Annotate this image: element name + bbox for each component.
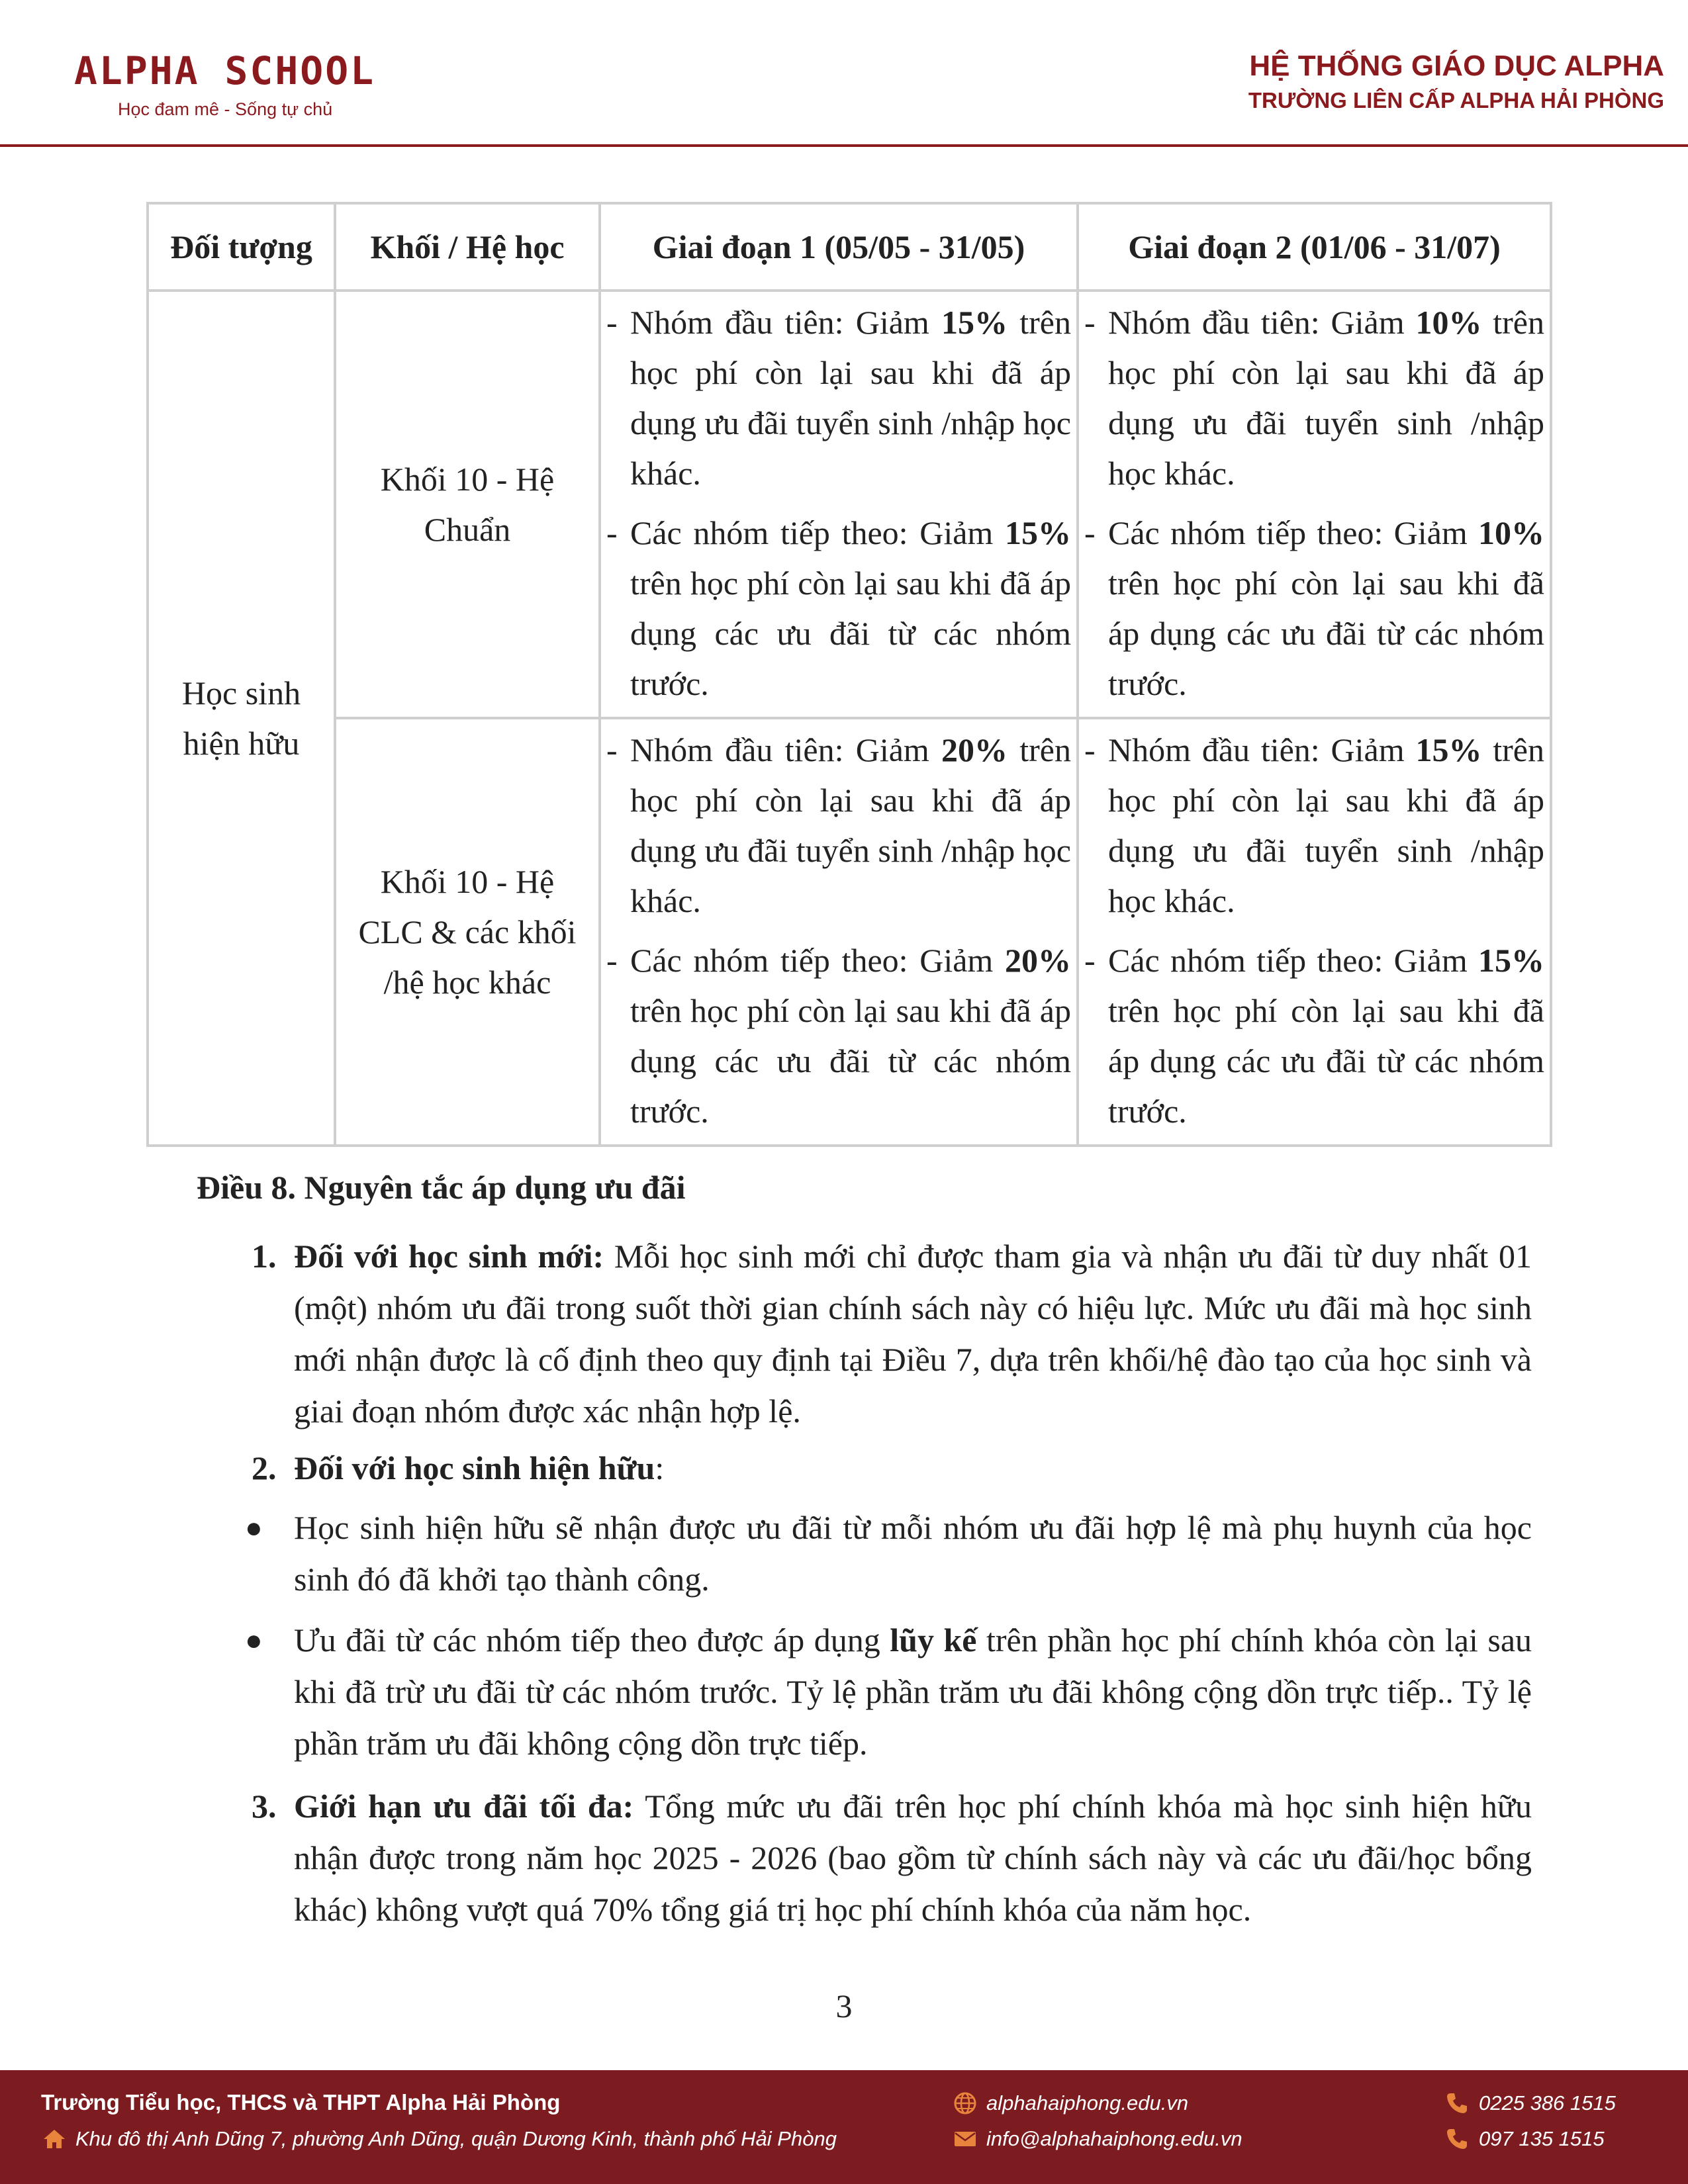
bullet-icon: ● <box>245 1624 263 1657</box>
next-groups-rule: - Các nhóm tiếp theo: Giảm 15% trên học phí còn lại sau khi đã áp dụng các ưu đãi từ các nhóm trước. <box>606 514 1071 702</box>
rule-max-discount: Giới hạn ưu đãi tối đa: Tổng mức ưu đãi trên học phí chính khóa mà học sinh hiện hữu nhận được trong năm học 2025 - 2026 (bao gồm từ chính sách này và các ưu đãi/học bổng khác) không vượt quá 70% tổng giá trị học phí chính khóa của năm học. <box>294 1788 1532 1928</box>
first-group-rule: - Nhóm đầu tiên: Giảm 15% trên học phí còn lại sau khi đã áp dụng ưu đãi tuyển sinh /nhập học khác. <box>606 304 1071 492</box>
bullet-icon: ● <box>245 1512 263 1544</box>
footer-school-name: Trường Tiểu học, THCS và THPT Alpha Hải Phòng <box>41 2090 561 2115</box>
next-groups-rule: - Các nhóm tiếp theo: Giảm 10% trên học phí còn lại sau khi đã áp dụng các ưu đãi từ các nhóm trước. <box>1084 514 1544 702</box>
header-phase-1: Giai đoạn 1 (05/05 - 31/05) <box>600 203 1078 291</box>
globe-icon <box>952 2090 978 2116</box>
existing-rule-bullet: Ưu đãi từ các nhóm tiếp theo được áp dụng lũy kế trên phần học phí chính khóa còn lại sau khi đã trừ ưu đãi từ các nhóm trước. Tỷ lệ phần trăm ưu đãi không cộng dồn trực tiếp.. Tỷ lệ phần trăm ưu đãi không cộng dồn trực tiếp. <box>294 1621 1532 1762</box>
rule-existing-students-heading: Đối với học sinh hiện hữu: <box>294 1449 665 1486</box>
phone-icon <box>1443 2126 1470 2152</box>
article-title: Điều 8. Nguyên tắc áp dụng ưu đãi <box>197 1169 686 1206</box>
header-phase-2: Giai đoạn 2 (01/06 - 31/07) <box>1078 203 1551 291</box>
existing-rule-bullet: Học sinh hiện hữu sẽ nhận được ưu đãi từ mỗi nhóm ưu đãi hợp lệ mà phụ huynh của học sinh đó đã khởi tạo thành công. <box>294 1509 1532 1598</box>
organization-header <box>1248 49 1664 115</box>
footer-website[interactable]: alphahaiphong.edu.vn <box>952 2090 1188 2116</box>
item-number: 1. <box>252 1238 277 1275</box>
page-number: 3 <box>835 1987 853 2025</box>
rule-new-students: Đối với học sinh mới: Mỗi học sinh mới chỉ được tham gia và nhận ưu đãi từ duy nhất 01 (một) nhóm ưu đãi trong suốt thời gian chính sách này có hiệu lực. Mức ưu đãi mà học sinh mới nhận được là cố định theo quy định tại Điều 7, dựa trên khối/hệ đào tạo của học sinh và giai đoạn nhóm được xác nhận hợp lệ. <box>294 1238 1532 1430</box>
footer <box>0 2070 1688 2184</box>
first-group-rule: - Nhóm đầu tiên: Giảm 10% trên học phí còn lại sau khi đã áp dụng ưu đãi tuyển sinh /nhập học khác. <box>1084 304 1544 492</box>
item-number: 3. <box>252 1788 277 1825</box>
school-name: TRƯỜNG LIÊN CẤP ALPHA HẢI PHÒNG <box>1248 87 1664 113</box>
header-target: Đối tượng <box>148 203 335 291</box>
phone-icon <box>1443 2090 1470 2116</box>
first-group-rule: - Nhóm đầu tiên: Giảm 20% trên học phí còn lại sau khi đã áp dụng ưu đãi tuyển sinh /nhập học khác. <box>606 731 1071 919</box>
phase-1-cell <box>600 718 1078 1146</box>
table-header-row <box>148 203 1551 291</box>
grade-cell: Khối 10 - Hệ Chuẩn <box>335 291 600 718</box>
logo-name: ALPHA SCHOOL <box>74 48 376 93</box>
header-grade: Khối / Hệ học <box>335 203 600 291</box>
logo-tagline: Học đam mê - Sống tự chủ <box>118 99 333 119</box>
org-name: HỆ THỐNG GIÁO DỤC ALPHA <box>1249 50 1664 82</box>
phase-1-cell <box>600 291 1078 718</box>
school-logo <box>74 48 376 120</box>
table-row <box>148 718 1551 1146</box>
item-number: 2. <box>252 1449 277 1486</box>
footer-email[interactable]: info@alphahaiphong.edu.vn <box>952 2126 1243 2152</box>
home-icon <box>41 2126 68 2152</box>
phase-2-cell <box>1078 291 1551 718</box>
phase-2-cell <box>1078 718 1551 1146</box>
mail-icon <box>952 2126 978 2152</box>
header-divider <box>0 144 1688 147</box>
footer-phone-1[interactable]: 0225 386 1515 <box>1443 2090 1616 2116</box>
grade-cell: Khối 10 - Hệ CLC & các khối /hệ học khác <box>335 718 600 1146</box>
footer-phone-2[interactable]: 097 135 1515 <box>1443 2126 1605 2152</box>
target-cell: Học sinh hiện hữu <box>148 291 335 1146</box>
discount-table <box>146 202 1552 1147</box>
table-row <box>148 291 1551 718</box>
footer-address: Khu đô thị Anh Dũng 7, phường Anh Dũng, quận Dương Kinh, thành phố Hải Phòng <box>41 2126 837 2152</box>
first-group-rule: - Nhóm đầu tiên: Giảm 15% trên học phí còn lại sau khi đã áp dụng ưu đãi tuyển sinh /nhập học khác. <box>1084 731 1544 919</box>
next-groups-rule: - Các nhóm tiếp theo: Giảm 15% trên học phí còn lại sau khi đã áp dụng các ưu đãi từ các nhóm trước. <box>1084 942 1544 1130</box>
next-groups-rule: - Các nhóm tiếp theo: Giảm 20% trên học phí còn lại sau khi đã áp dụng các ưu đãi từ các nhóm trước. <box>606 942 1071 1130</box>
